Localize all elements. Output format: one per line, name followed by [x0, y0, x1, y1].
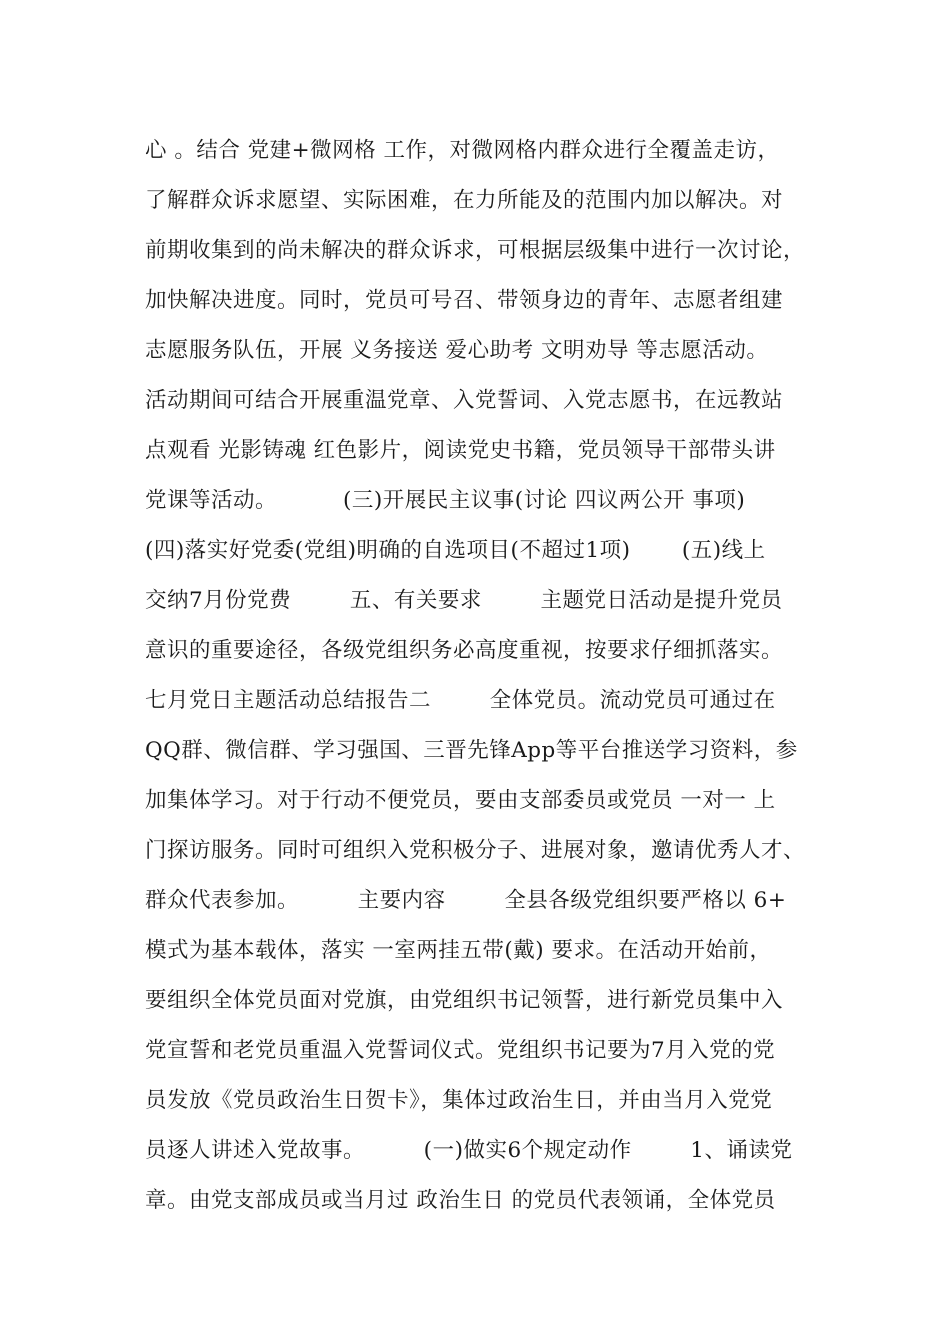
text-line: 活动期间可结合开展重温党章、入党誓词、入党志愿书，在远教站 — [145, 388, 784, 413]
text-line: (四)落实好党委(党组)明确的自选项目(不超过1项) (五)线上 — [145, 538, 766, 563]
text-line: 加集体学习。对于行动不便党员，要由支部委员或党员 一对一 上 — [145, 788, 776, 813]
text-line: 心 。结合 党建+微网格 工作，对微网格内群众进行全覆盖走访， — [145, 138, 780, 163]
text-line: 党宣誓和老党员重温入党誓词仪式。党组织书记要为7月入党的党 — [145, 1038, 776, 1063]
text-line: 群众代表参加。 主要内容 全县各级党组织要严格以 6+ — [145, 888, 787, 913]
text-line: 志愿服务队伍，开展 义务接送 爱心助考 文明劝导 等志愿活动。 — [145, 338, 769, 363]
text-line: 七月党日主题活动总结报告二 全体党员。流动党员可通过在 — [145, 688, 776, 713]
text-line: 员逐人讲述入党故事。 (一)做实6个规定动作 1、诵读党 — [145, 1138, 793, 1163]
text-line: 党课等活动。 (三)开展民主议事(讨论 四议两公开 事项) — [145, 488, 746, 513]
text-line: 加快解决进度。同时，党员可号召、带领身边的青年、志愿者组建 — [145, 288, 784, 313]
text-line: 点观看 光影铸魂 红色影片，阅读党史书籍，党员领导干部带头讲 — [145, 438, 776, 463]
text-line: 前期收集到的尚未解决的群众诉求，可根据层级集中进行一次讨论， — [145, 238, 806, 263]
text-line: 模式为基本载体，落实 一室两挂五带(戴) 要求。在活动开始前， — [145, 938, 772, 963]
text-line: 了解群众诉求愿望、实际困难，在力所能及的范围内加以解决。对 — [145, 188, 784, 213]
text-line: 章。由党支部成员或当月过 政治生日 的党员代表领诵，全体党员 — [145, 1188, 776, 1213]
text-line: QQ群、微信群、学习强国、三晋先锋App等平台推送学习资料，参 — [145, 738, 798, 763]
text-line: 意识的重要途径，各级党组织务必高度重视，按要求仔细抓落实。 — [145, 638, 784, 663]
text-line: 门探访服务。同时可组织入党积极分子、进展对象，邀请优秀人才、 — [145, 838, 806, 863]
text-line: 交纳7月份党费 五、有关要求 主题党日活动是提升党员 — [145, 588, 783, 613]
text-line: 要组织全体党员面对党旗，由党组织书记领誓，进行新党员集中入 — [145, 988, 784, 1013]
text-line: 员发放《党员政治生日贺卡》，集体过政治生日，并由当月入党党 — [145, 1088, 773, 1113]
document-body — [145, 132, 835, 1232]
